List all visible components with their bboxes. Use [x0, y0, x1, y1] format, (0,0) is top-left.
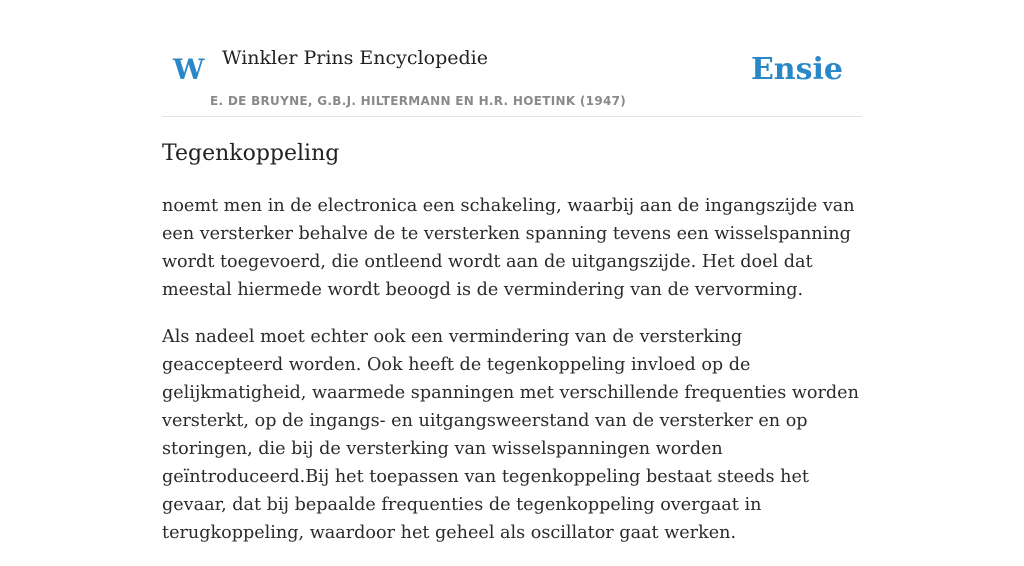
article-title: Tegenkoppeling	[162, 141, 340, 166]
publication-authors: E. DE BRUYNE, G.B.J. HILTERMANN EN H.R. HOETINK (1947)	[210, 94, 627, 108]
site-header	[162, 0, 862, 117]
publication-logo[interactable]: W	[173, 53, 205, 86]
article-paragraph-1: noemt men in de electronica een schakeling, waarbij aan de ingangszijde van een versterker behalve de te versterken spanning tevens een wisselspanning wordt toegevoerd, die ontleend wordt aan de uitgangszijde. Het doel dat meestal hiermede wordt beoogd is de vermindering van de vervorming.	[162, 196, 855, 300]
article-paragraph-2: Als nadeel moet echter ook een vermindering van de versterking geaccepteerd worden. Ook heeft de tegenkoppeling invloed op de gelijkmatigheid, waarmede spanningen met verschillende frequenties worden versterkt, op de ingangs- en uitgangsweerstand van de versterker en op storingen, die bij de versterking van wisselspanningen worden geïntroduceerd.Bij het toepassen van tegenkoppeling bestaat steeds het gevaar, dat bij bepaalde frequenties de tegenkoppeling overgaat in terugkoppeling, waardoor het geheel als oscillator gaat werken.	[162, 327, 859, 543]
publication-title[interactable]: Winkler Prins Encyclopedie	[222, 47, 488, 69]
article-body	[162, 192, 862, 566]
brand-logo[interactable]: Ensie	[750, 52, 843, 87]
